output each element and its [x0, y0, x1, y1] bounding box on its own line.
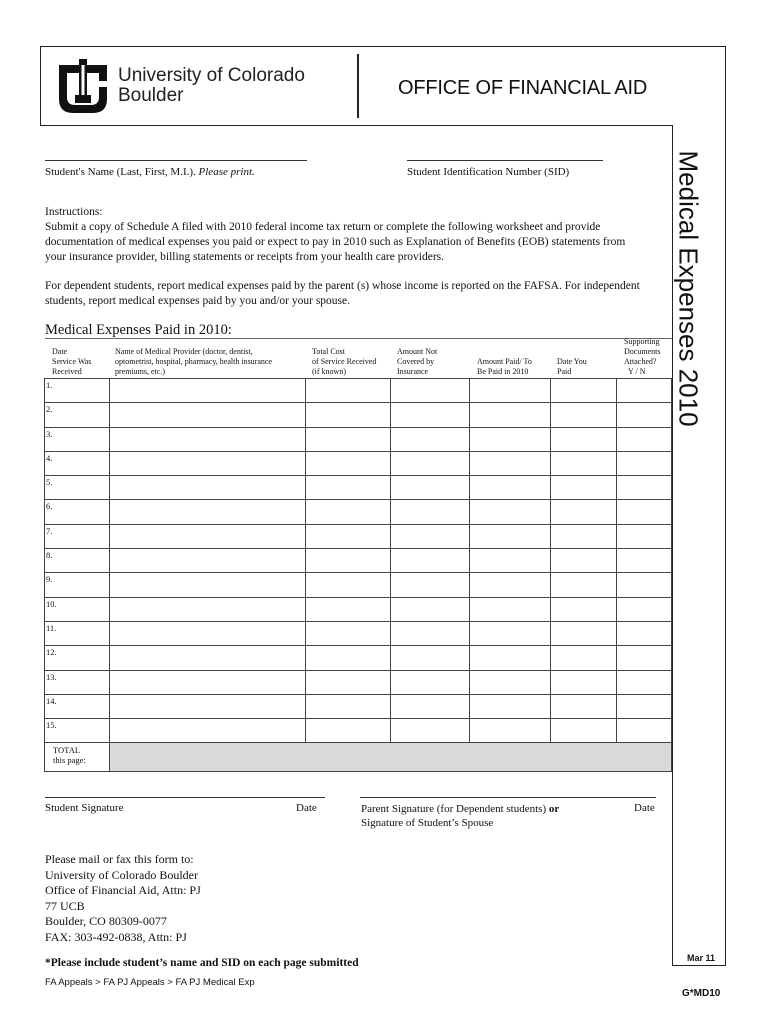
entry-cell[interactable] — [617, 670, 672, 694]
entry-cell[interactable] — [391, 597, 470, 621]
entry-cell[interactable] — [110, 451, 306, 475]
entry-cell[interactable] — [470, 573, 551, 597]
entry-cell[interactable] — [551, 524, 617, 548]
entry-cell[interactable] — [306, 476, 391, 500]
entry-cell[interactable] — [470, 451, 551, 475]
entry-cell[interactable] — [306, 403, 391, 427]
table-row — [45, 597, 672, 621]
university-logo — [55, 55, 111, 122]
revision-date: Mar 11 — [687, 953, 716, 963]
entry-cell[interactable] — [306, 451, 391, 475]
entry-cell[interactable] — [551, 646, 617, 670]
form-side-title: Medical Expenses 2010 — [673, 150, 704, 427]
entry-cell[interactable] — [470, 379, 551, 403]
entry-cell[interactable] — [391, 403, 470, 427]
entry-cell[interactable] — [391, 573, 470, 597]
entry-cell[interactable] — [470, 549, 551, 573]
entry-cell[interactable] — [551, 597, 617, 621]
instructions-heading: Instructions: — [45, 206, 103, 218]
row-number-cell[interactable]: 5. — [45, 476, 110, 500]
row-number-cell[interactable]: 11. — [45, 621, 110, 645]
logo-line1: University of Colorado — [118, 65, 305, 86]
parent-signature-label: Parent Signature (for Dependent students) or Signature of Student’s Spouse — [361, 803, 560, 829]
entry-cell[interactable] — [110, 573, 306, 597]
entry-cell[interactable] — [391, 524, 470, 548]
entry-cell[interactable] — [617, 646, 672, 670]
row-number-cell[interactable]: 7. — [45, 524, 110, 548]
entry-cell[interactable] — [110, 403, 306, 427]
entry-cell[interactable] — [551, 549, 617, 573]
entry-cell[interactable] — [551, 670, 617, 694]
entry-cell[interactable] — [470, 476, 551, 500]
row-number-cell[interactable]: 8. — [45, 549, 110, 573]
instructions — [45, 205, 640, 309]
row-number-cell[interactable]: 3. — [45, 427, 110, 451]
entry-cell[interactable] — [551, 719, 617, 743]
entry-cell[interactable] — [110, 646, 306, 670]
entry-cell[interactable] — [110, 427, 306, 451]
student-sid-label: Student Identification Number (SID) — [407, 166, 570, 178]
table-row — [45, 451, 672, 475]
header-amount-paid: Amount Paid/ To Be Paid in 2010 — [477, 357, 532, 376]
entry-cell[interactable] — [306, 549, 391, 573]
expenses-table — [44, 378, 672, 772]
entry-cell[interactable] — [110, 476, 306, 500]
entry-cell[interactable] — [470, 719, 551, 743]
entry-cell[interactable] — [551, 476, 617, 500]
entry-cell[interactable] — [391, 694, 470, 718]
parent-signature-line[interactable] — [360, 797, 656, 798]
entry-cell[interactable] — [617, 500, 672, 524]
entry-cell[interactable] — [306, 573, 391, 597]
entry-cell[interactable] — [617, 597, 672, 621]
entry-cell[interactable] — [617, 573, 672, 597]
row-number-cell[interactable]: 12. — [45, 646, 110, 670]
entry-cell[interactable] — [391, 621, 470, 645]
entry-cell[interactable] — [470, 427, 551, 451]
entry-cell[interactable] — [617, 451, 672, 475]
entry-cell[interactable] — [391, 670, 470, 694]
entry-cell[interactable] — [470, 597, 551, 621]
row-number-cell[interactable]: 1. — [45, 379, 110, 403]
entry-cell[interactable] — [617, 549, 672, 573]
entry-cell[interactable] — [470, 694, 551, 718]
breadcrumb: FA Appeals > FA PJ Appeals > FA PJ Medical Exp — [45, 977, 255, 988]
table-row — [45, 694, 672, 718]
table-row — [45, 379, 672, 403]
entry-cell[interactable] — [306, 500, 391, 524]
entry-cell[interactable] — [110, 549, 306, 573]
student-signature-label: Student Signature — [45, 802, 124, 814]
entry-cell[interactable] — [110, 670, 306, 694]
entry-cell[interactable] — [551, 621, 617, 645]
entry-cell[interactable] — [470, 621, 551, 645]
student-name-label: Student's Name (Last, First, M.I.). Please print. — [45, 166, 255, 178]
entry-cell[interactable] — [551, 427, 617, 451]
table-row — [45, 549, 672, 573]
entry-cell[interactable] — [306, 621, 391, 645]
frame-right-border — [725, 46, 726, 966]
row-number-cell[interactable]: 4. — [45, 451, 110, 475]
entry-cell[interactable] — [110, 694, 306, 718]
logo-line2: Boulder — [118, 85, 184, 106]
entry-cell[interactable] — [551, 694, 617, 718]
row-number-cell[interactable]: 6. — [45, 500, 110, 524]
table-row — [45, 621, 672, 645]
table-row — [45, 427, 672, 451]
entry-cell[interactable] — [391, 719, 470, 743]
entry-cell[interactable] — [391, 646, 470, 670]
entry-cell[interactable] — [551, 573, 617, 597]
student-name-line[interactable] — [45, 160, 307, 161]
row-number-cell[interactable]: 10. — [45, 597, 110, 621]
submission-note: *Please include student’s name and SID on each page submitted — [45, 957, 359, 969]
entry-cell[interactable] — [617, 403, 672, 427]
header-not-covered: Amount Not Covered by Insurance — [397, 347, 438, 376]
section-rule — [45, 338, 672, 339]
entry-cell[interactable] — [470, 646, 551, 670]
row-number-cell[interactable]: 2. — [45, 403, 110, 427]
instructions-text: students, report medical expenses paid by you and/or your spouse. — [45, 295, 351, 307]
entry-cell[interactable] — [306, 524, 391, 548]
office-title: OFFICE OF FINANCIAL AID — [398, 77, 648, 99]
student-signature-line[interactable] — [45, 797, 325, 798]
table-row — [45, 476, 672, 500]
row-number-cell[interactable]: 9. — [45, 573, 110, 597]
parent-date-label: Date — [634, 802, 655, 814]
entry-cell[interactable] — [391, 379, 470, 403]
entry-cell[interactable] — [391, 549, 470, 573]
entry-cell[interactable] — [110, 621, 306, 645]
instructions-text: For dependent students, report medical expenses paid by the parent (s) whose income is reported on the FAFSA. For independent — [45, 280, 640, 292]
table-row — [45, 670, 672, 694]
table-row — [45, 403, 672, 427]
section-title: Medical Expenses Paid in 2010: — [45, 322, 232, 338]
entry-cell[interactable] — [110, 500, 306, 524]
entry-cell[interactable] — [110, 597, 306, 621]
entry-cell[interactable] — [391, 500, 470, 524]
header-date-received: Date Service Was Received — [52, 347, 92, 376]
table-row — [45, 500, 672, 524]
entry-cell[interactable] — [551, 379, 617, 403]
entry-cell[interactable] — [470, 500, 551, 524]
header-rule — [40, 125, 672, 126]
instructions-text: documentation of medical expenses you paid or expect to pay in 2010 such as Explanation of Benefits (EOB) statements from — [45, 236, 626, 248]
entry-cell[interactable] — [306, 670, 391, 694]
entry-cell[interactable] — [470, 524, 551, 548]
entry-cell[interactable] — [551, 451, 617, 475]
header-total-cost: Total Cost of Service Received (if known) — [312, 347, 377, 376]
entry-cell[interactable] — [617, 476, 672, 500]
entry-cell[interactable] — [470, 403, 551, 427]
student-sid-line[interactable] — [407, 160, 603, 161]
student-date-label: Date — [296, 802, 317, 814]
entry-cell[interactable] — [110, 524, 306, 548]
total-label: TOTAL this page: — [45, 743, 110, 772]
mailing-address: Please mail or fax this form to: University of Colorado Boulder Office of Financial Aid, Attn: PJ 77 UCB Boulder, CO 80309-0077 FAX: 303-492-0838, Attn: PJ — [45, 852, 201, 944]
entry-cell[interactable] — [617, 621, 672, 645]
entry-cell[interactable] — [110, 379, 306, 403]
row-number-cell[interactable]: 13. — [45, 670, 110, 694]
form-code: G*MD10 — [682, 988, 721, 999]
entry-cell[interactable] — [617, 694, 672, 718]
entry-cell[interactable] — [391, 476, 470, 500]
entry-cell[interactable] — [617, 524, 672, 548]
header-date-paid: Date You Paid — [557, 357, 587, 376]
header-divider — [357, 54, 359, 118]
table-row — [45, 646, 672, 670]
row-number-cell[interactable]: 15. — [45, 719, 110, 743]
entry-cell[interactable] — [391, 427, 470, 451]
entry-cell[interactable] — [110, 719, 306, 743]
entry-cell[interactable] — [306, 427, 391, 451]
entry-cell[interactable] — [551, 500, 617, 524]
instructions-text: Submit a copy of Schedule A filed with 2010 federal income tax return or complete the following worksheet and provide — [45, 221, 601, 233]
table-row — [45, 719, 672, 743]
frame-top-border — [40, 46, 726, 47]
entry-cell[interactable] — [617, 427, 672, 451]
entry-cell[interactable] — [306, 597, 391, 621]
entry-cell[interactable] — [617, 719, 672, 743]
total-shaded-area — [110, 743, 672, 772]
entry-cell[interactable] — [391, 451, 470, 475]
entry-cell[interactable] — [306, 646, 391, 670]
frame-left-border — [40, 46, 41, 126]
header-supporting-docs: Supporting Documents Attached? Y / N — [624, 337, 661, 376]
entry-cell[interactable] — [470, 670, 551, 694]
entry-cell[interactable] — [306, 379, 391, 403]
instructions-text: your insurance provider, billing statements or receipts from your health care providers. — [45, 251, 445, 263]
table-row — [45, 524, 672, 548]
frame-bottom-border — [672, 965, 726, 966]
entry-cell[interactable] — [551, 403, 617, 427]
entry-cell[interactable] — [617, 379, 672, 403]
header-provider: Name of Medical Provider (doctor, dentist, optometrist, hospital, pharmacy, health insurance premiums, etc.) — [115, 347, 272, 376]
please-print-hint: Please print. — [198, 166, 255, 178]
entry-cell[interactable] — [306, 719, 391, 743]
row-number-cell[interactable]: 14. — [45, 694, 110, 718]
entry-cell[interactable] — [306, 694, 391, 718]
logo-wordmark — [118, 66, 305, 106]
table-row — [45, 573, 672, 597]
total-row — [45, 743, 672, 772]
